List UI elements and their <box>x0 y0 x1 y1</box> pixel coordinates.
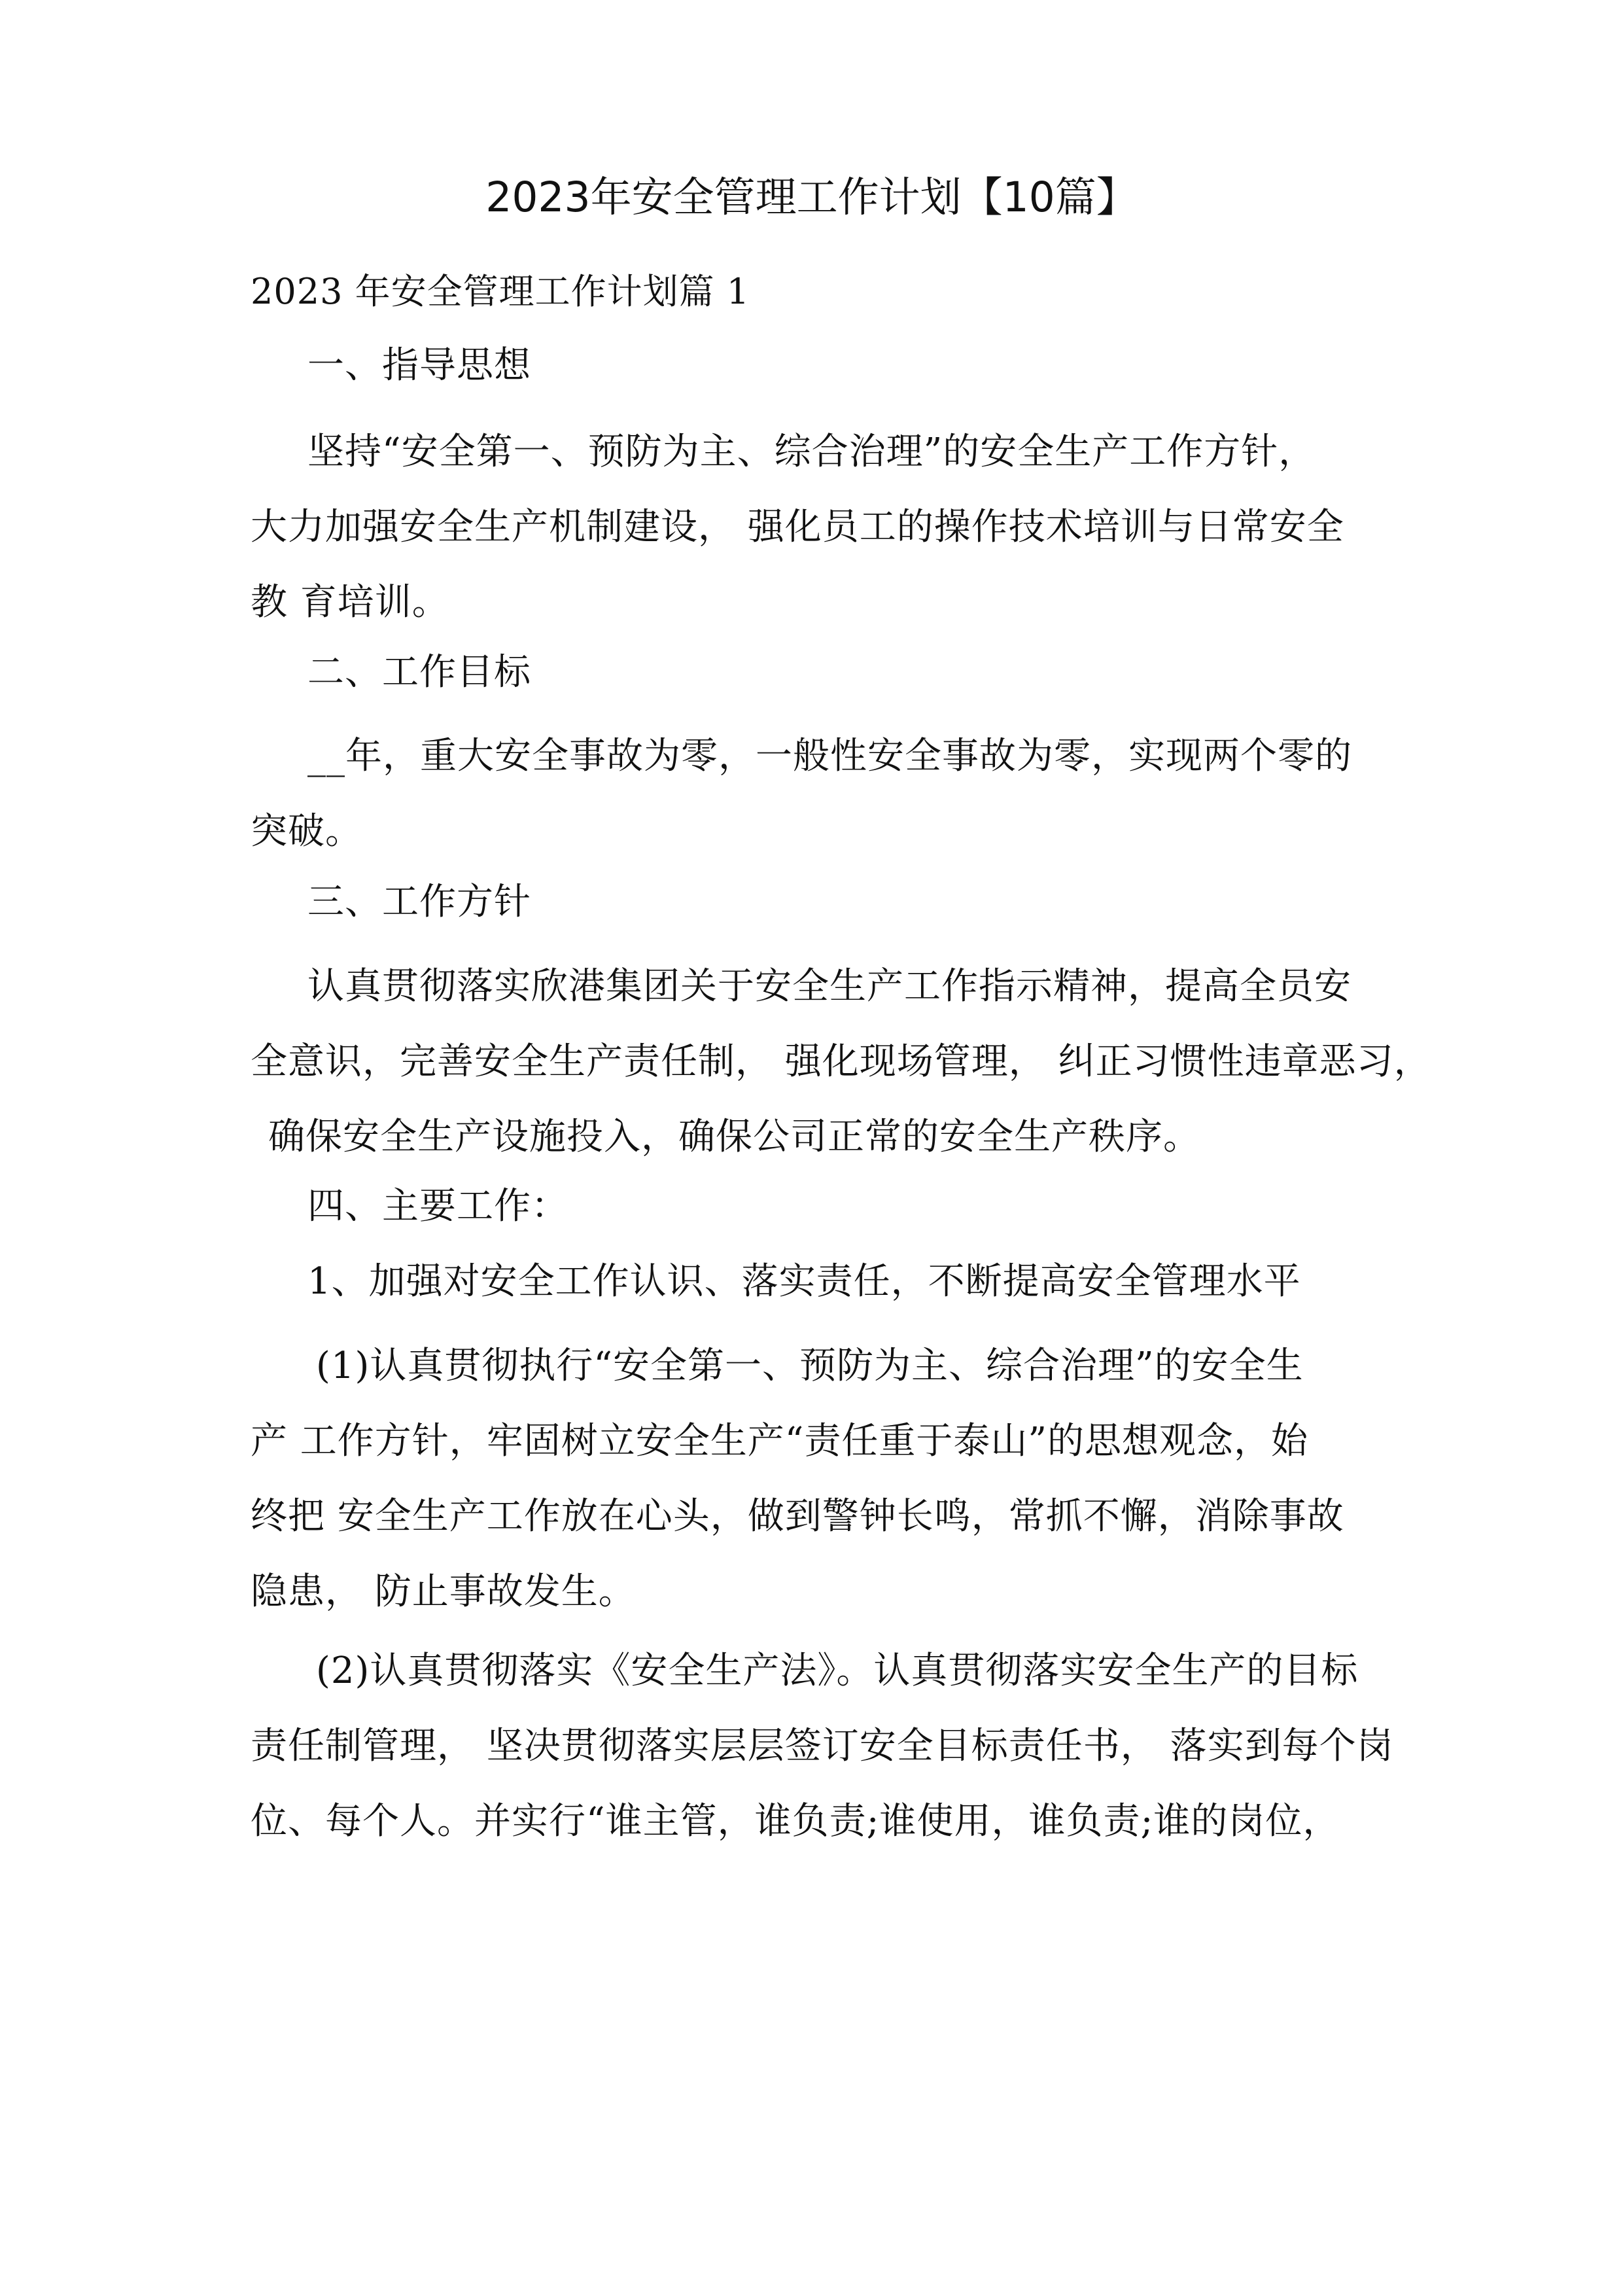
paragraph-line: 责任制管理， 坚决贯彻落实层层签订安全目标责任书， 落实到每个岗 <box>251 1725 1394 1767</box>
paragraph-line: 产 工作方针，牢固树立安全生产“责任重于泰山”的思想观念，始 <box>251 1420 1309 1462</box>
document-title: 2023年安全管理工作计划【10篇】 <box>485 173 1138 221</box>
paragraph-line: 1、加强对安全工作认识、落实责任，不断提高安全管理水平 <box>307 1260 1301 1303</box>
paragraph-line: 终把 安全生产工作放在心头，做到警钟长鸣，常抓不懈，消除事故 <box>251 1495 1344 1538</box>
paragraph-line: 大力加强安全生产机制建设， 强化员工的操作技术培训与日常安全 <box>251 506 1344 548</box>
paragraph-line: 坚持“安全第一、预防为主、综合治理”的安全生产工作方针， <box>307 431 1316 473</box>
heading-work-goal: 二、工作目标 <box>307 651 531 694</box>
section-heading: 2023 年安全管理工作计划篇 1 <box>251 271 750 312</box>
paragraph-line: (1)认真贯彻执行“安全第一、预防为主、综合治理”的安全生 <box>316 1345 1304 1387</box>
paragraph-line: __年，重大安全事故为零，一般性安全事故为零，实现两个零的 <box>307 735 1352 777</box>
paragraph-line: 位、每个人。并实行“谁主管，谁负责;谁使用，谁负责;谁的岗位， <box>251 1800 1340 1843</box>
paragraph-line: 教 育培训。 <box>251 581 449 624</box>
paragraph-line: (2)认真贯彻落实《安全生产法》。认真贯彻落实安全生产的目标 <box>316 1650 1359 1692</box>
paragraph-line: 突破。 <box>251 810 362 853</box>
heading-guiding-ideology: 一、指导思想 <box>307 344 531 387</box>
heading-work-policy: 三、工作方针 <box>307 881 531 923</box>
paragraph-line: 认真贯彻落实欣港集团关于安全生产工作指示精神，提高全员安 <box>307 965 1352 1008</box>
paragraph-line: 隐患， 防止事故发生。 <box>251 1570 636 1613</box>
heading-main-work: 四、主要工作： <box>307 1185 568 1227</box>
paragraph-line: 确保安全生产设施投入，确保公司正常的安全生产秩序。 <box>268 1116 1200 1158</box>
paragraph-line: 全意识，完善安全生产责任制， 强化现场管理， 纠正习惯性违章恶习， <box>251 1040 1431 1083</box>
